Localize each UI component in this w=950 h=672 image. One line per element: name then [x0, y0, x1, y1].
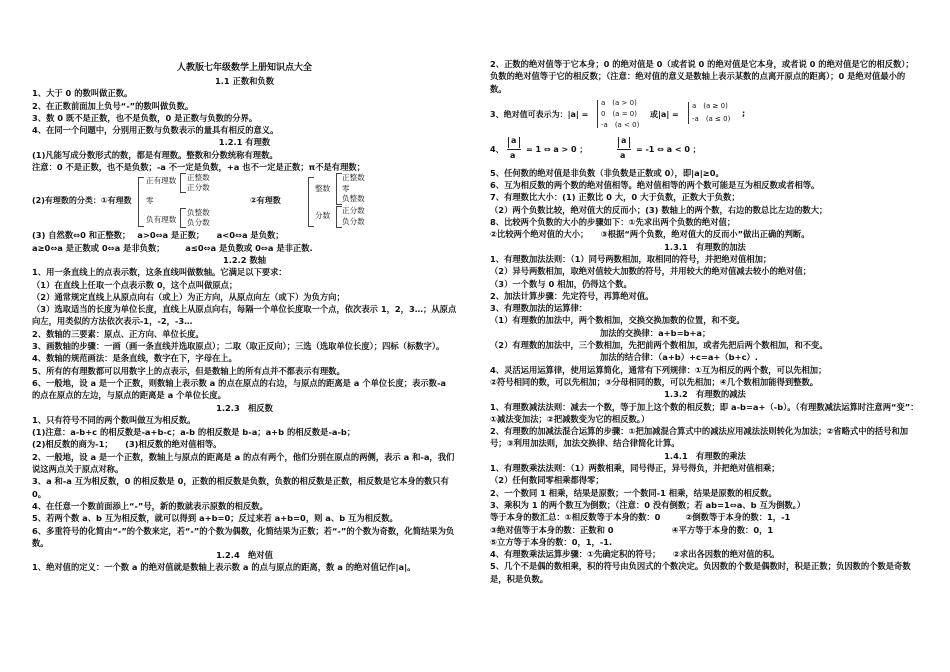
- text-line: ②比较两个绝对值的大小； ③根据“两个负数，绝对值大的反而小”做出正确的判断。: [490, 229, 810, 240]
- class-item: 负有理数: [146, 215, 177, 225]
- text-line: 注意：0 不是正数，也不是负数；-a 不一定是负数，+a 也不一定是正数；π不是有理数；: [32, 162, 365, 173]
- class-item: 正分数: [187, 183, 210, 193]
- text-line: 4、有理数乘法运算步骤：①先确定积的符号； ②求出各因数的绝对值的积。: [490, 549, 780, 560]
- formula-label: 或|a| =: [650, 109, 679, 119]
- text-line: （2）两个负数比较，绝对值大的反而小；(3) 数轴上的两个数，右边的数总比左边的数大；: [490, 204, 828, 215]
- section-heading: 1.2.3 相反数: [216, 402, 273, 413]
- text-line: 5、所有的有理数都可以用数字上的点表示，但是数轴上的所有点并不都表示有理数。: [32, 365, 345, 376]
- text-line: 3、数 0 既不是正数，也不是负数，0 是正数与负数的分界。: [32, 112, 258, 123]
- classification-label: (2)有理数的分类：①有理数: [32, 196, 132, 206]
- text-line: 1、用一条直线上的点表示数，这条直线叫做数轴。它满足以下要求：: [32, 267, 287, 278]
- formula-label: 3、绝对值可表示为：|a| =: [490, 109, 589, 119]
- text-paragraph: 1、绝对值的定义：一个数 a 的绝对值就是数轴上表示数 a 的点与原点的距离，数 a 的绝对值记作|a|。: [32, 562, 416, 573]
- text-line: 1、有理数加法法则：（1）同号两数相加，取相同的符号，并把绝对值相加；: [490, 253, 772, 264]
- text-paragraph: （3）选取适当的长度为单位长度，直线上从原点向右，每隔一个单位长度取一个点，依次表示 1，2，3…；从原点向左，用类似的方法依次表示-1，-2，-3…: [32, 304, 457, 327]
- formula-text: = -1 ⇔ a < 0 ；: [636, 144, 701, 154]
- fraction-denominator: a: [620, 150, 626, 160]
- formula-case: a (a ≥ 0): [692, 101, 728, 110]
- text-line: 6、互为相反数的两个数的绝对值相等。绝对值相等的两个数可能是互为相反数或者相等。: [490, 180, 820, 191]
- class-item: 负整数: [342, 194, 365, 204]
- fraction-numerator: a: [511, 135, 517, 145]
- text-line: 2、在正数前面加上负号“-”的数叫做负数。: [32, 100, 194, 111]
- text-line: 4、数轴的规范画法：是条直线，数字在下，字母在上。: [32, 353, 237, 364]
- formula-case: 0 (a = 0): [601, 109, 637, 118]
- law-line: 加法的结合律：（a+b）+c=a+（b+c）.: [600, 352, 758, 363]
- abs-bar: [519, 137, 520, 148]
- text-line: 5、若两个数 a、b 互为相反数，就可以得到 a+b=0；反过来若 a+b=0，则 a、b 互为相反数。: [32, 513, 398, 524]
- text-line: (1)注意：a-b+c 的相反数是-a+b-c；a-b 的相反数是 b-a；a+b 的相反数是-a-b；: [32, 427, 356, 438]
- text-line: 1、只有符号不同的两个数叫做互为相反数。: [32, 414, 196, 425]
- text-line: （2）通常规定直线上从原点向右（或上）为正方向，从原点向左（或下）为负方向；: [32, 291, 345, 302]
- text-line: （1）在直线上任取一个点表示数 0，这个点叫做原点；: [32, 279, 238, 290]
- formula-text: = 1 ⇔ a > 0 ；: [526, 144, 588, 154]
- text-line: 2、一个数同 1 相乘，结果是原数；一个数同-1 相乘，结果是原数的相反数。: [490, 487, 777, 498]
- text-line: 2、数轴的三要素：原点、正方向、单位长度。: [32, 328, 204, 339]
- class-item: 零: [146, 196, 154, 206]
- classification-diagram: [32, 175, 457, 227]
- class-item: 正分数: [342, 206, 365, 216]
- class-item: 负整数: [187, 208, 210, 218]
- section-heading: 1.2.4 绝对值: [216, 550, 273, 561]
- brace: [180, 208, 186, 228]
- text-line: ③绝对值等于本身的数：正数和 0 ④平方等于本身的数：0，1: [490, 524, 774, 535]
- text-line: ②符号相同的数，可以先相加；③分母相同的数，可以先相加；④几个数相加能得到整数。: [490, 376, 819, 387]
- text-line: 7、有理数比大小：(1) 正数比 0 大，0 大于负数，正数大于负数；: [490, 192, 740, 203]
- left-column: [32, 62, 457, 574]
- absolute-value-formula: [490, 97, 920, 133]
- text-paragraph: 3、a 和-a 互为相反数，0 的相反数是 0，正数的相反数是负数，负数的相反数是正数，相反数是它本身的数只有 0。: [32, 476, 449, 499]
- section-heading: 1.3.2 有理数的减法: [664, 389, 746, 400]
- text-line: 4、在同一个问题中，分别用正数与负数表示的量具有相反的意义。: [32, 125, 279, 136]
- text-line: 2、加法计算步骤：先定符号，再算绝对值。: [490, 290, 654, 301]
- text-line: 4、灵活运用运算律，使用运算简化，通常有下列规律：①互为相反的两个数，可以先相加；: [490, 364, 827, 375]
- text-line: 3、有理数加法的运算律：: [490, 303, 588, 314]
- section-heading: 1.1 正数和负数: [214, 76, 275, 86]
- text-paragraph: 2、一般地，设 a 是一个正数，数轴上与原点的距离是 a 的点有两个，他们分别在原点的两侧，表示 a 和-a，我们说这两点关于原点对称。: [32, 451, 455, 475]
- fraction-numerator: a: [621, 135, 627, 145]
- formula-case: -a (a < 0): [601, 120, 640, 129]
- section-heading: 1.2.1 有理数: [218, 137, 271, 148]
- text-line: （2）异号两数相加，取绝对值较大加数的符号，并用较大的绝对值减去较小的绝对值；: [490, 266, 812, 277]
- formula-case: a (a > 0): [601, 98, 637, 107]
- text-paragraph: 6、多重符号的化简由“-”的个数来定，若“-”的个数为偶数，化简结果为正数；若“-”的个数为奇数，化简结果为负数。: [32, 525, 455, 548]
- text-paragraph: 3、画数轴的步骤：一画（画一条直线并选取原点）；二取（取正反向）；三选（选取单位长度）；四标（标数字）。: [32, 341, 445, 352]
- brace: [308, 177, 314, 227]
- right-column: [490, 58, 920, 585]
- text-line: (2)相反数的商为-1； (3)相反数的绝对值相等。: [32, 439, 222, 450]
- text-line: (3) 自然数⇔0 和正整数； a>0⇔a 是正数； a<0⇔a 是负数；: [32, 230, 284, 241]
- text-paragraph: 6、一般地，设 a 是一个正数，则数轴上表示数 a 的点在原点的右边，与原点的距离是 a 个单位长度；表示数-a 的点在原点的左边，与原点的距离是 a 个单位长度。: [32, 377, 447, 401]
- class-item: 负分数: [342, 217, 365, 227]
- classification-label: ②有理数: [250, 196, 281, 206]
- class-item: 正有理数: [146, 176, 177, 186]
- class-item: 零: [342, 184, 350, 194]
- class-item: 正整数: [342, 173, 365, 183]
- text-line: 5、任何数的绝对值是非负数（非负数是正数或 0），即|a|≥0。: [490, 167, 724, 178]
- text-line: (1)凡能写成分数形式的数，都是有理数。整数和分数统称有理数。: [32, 149, 278, 160]
- class-item: 负分数: [187, 218, 210, 228]
- text-paragraph: 2、正数的绝对值等于它本身；0 的绝对值是 0（或者说 0 的绝对值是它本身，或者说 0 的绝对值是它的相反数）；负数的绝对值等于它的相反数；（注意：绝对值的意义是数轴上表示某数的点离开原点的距离）；0 是绝对值最小的数。: [490, 59, 914, 94]
- text-line: （2）有理数的加法中，三个数相加，先把前两个数相加，或者先把后两个数相加，和不变。: [490, 340, 828, 351]
- abs-bar: [618, 137, 619, 148]
- text-line: a≥0⇔a 是正数或 0⇔a 是非负数； a≤0⇔a 是负数或 0⇔a 是非正数.: [32, 242, 313, 253]
- fraction-bar: [507, 149, 521, 150]
- brace: [597, 100, 598, 128]
- law-line: 加法的交换律：a+b=b+a；: [600, 327, 711, 338]
- text-line: 4、在任意一个数前面添上“-”号，新的数就表示原数的相反数。: [32, 500, 268, 511]
- formula-case: -a (a ≤ 0): [692, 114, 731, 123]
- section-heading: 1.4.1 有理数的乘法: [664, 450, 746, 461]
- text-line: 等于本身的数汇总：①相反数等于本身的数：0 ②倒数等于本身的数：1，-1: [490, 512, 791, 523]
- text-paragraph: 2、有理数的加减法混合运算的步骤：①把加减混合算式中的减法应用减法法则转化为加法；②省略式中的括号和加号；③利用加法则，加法交换律、结合律简化计算。: [490, 426, 909, 449]
- class-item: 正整数: [187, 173, 210, 183]
- text-line: 8、比较两个负数的大小的步骤如下：①先求出两个负数的绝对值；: [490, 217, 736, 228]
- abs-bar: [508, 137, 509, 148]
- section-heading: 1.3.1 有理数的加法: [664, 241, 746, 252]
- text-line: 1、有理数乘法法则：（1）两数相乘，同号得正，异号得负，并把绝对值相乘；: [490, 463, 780, 474]
- class-item: 整数: [315, 184, 331, 194]
- text-line: ⑤立方等于本身的数：0，1，-1.: [490, 536, 613, 547]
- document-title: 人教版七年级数学上册知识点大全: [176, 63, 312, 73]
- section-heading: 1.2.2 数轴: [222, 254, 267, 265]
- fraction-bar: [617, 149, 631, 150]
- brace: [138, 177, 144, 227]
- text-line: （3）一个数与 0 相加，仍得这个数。: [490, 278, 632, 289]
- brace: [180, 173, 186, 193]
- text-paragraph: 5、几个不是偶的数相乘，积的符号由负因式的个数决定。负因数的个数是偶数时，积是正数；负因数的个数是奇数是，积是负数。: [490, 561, 911, 584]
- text-line: （2）任何数同零相乘都得零；: [490, 475, 604, 486]
- fraction-formula: [490, 135, 920, 165]
- abs-bar: [629, 137, 630, 148]
- formula-label: ;: [742, 108, 746, 118]
- class-item: 分数: [315, 211, 331, 221]
- text-line: 1、大于 0 的数叫做正数。: [32, 88, 133, 99]
- text-line: 3、乘积为 1 的两个数互为倒数；（注意：0 没有倒数；若 ab=1⇔a、b 互为倒数。）: [490, 499, 806, 510]
- brace: [688, 102, 689, 124]
- fraction-denominator: a: [510, 150, 516, 160]
- text-paragraph: 1、有理数减法法则：减去一个数，等于加上这个数的相反数；即 a-b=a+（-b）。（有理数减法运算时注意两“变”：①减法变加法；②把减数变为它的相反数。）: [490, 401, 919, 424]
- formula-label: 4、: [490, 144, 504, 154]
- text-line: （1）有理数的加法中，两个数相加，交换交换加数的位置，和不变。: [490, 315, 745, 326]
